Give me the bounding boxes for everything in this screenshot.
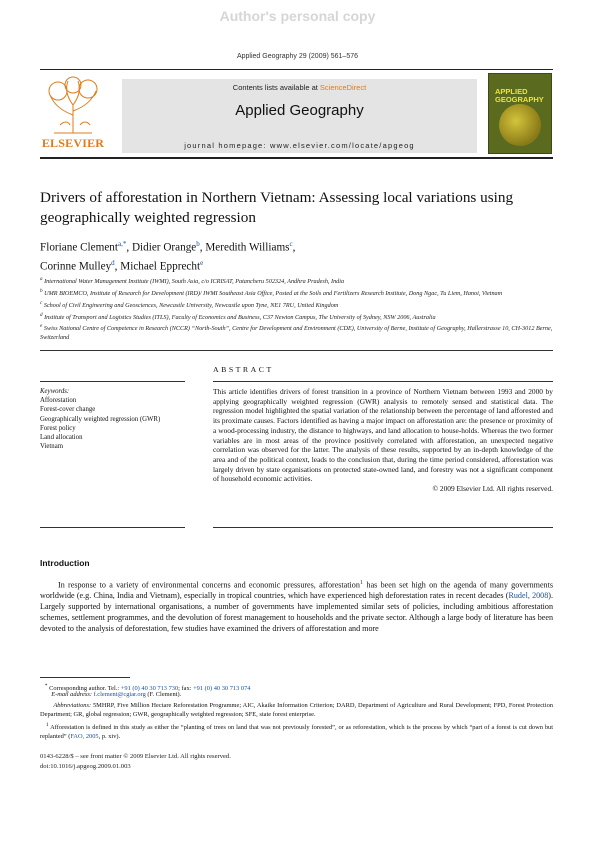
keyword-item: Forest policy bbox=[40, 424, 76, 432]
author-name[interactable]: Didier Orange bbox=[131, 241, 197, 254]
affiliation-mark: a bbox=[40, 276, 43, 282]
contents-prefix: Contents lists available at bbox=[232, 83, 320, 92]
keyword-item: Forest-cover change bbox=[40, 406, 96, 414]
email-label: E-mail address: bbox=[51, 691, 94, 698]
article-title: Drivers of afforestation in Northern Vietnam: Assessing local variations using geographically weighted regression bbox=[40, 189, 514, 226]
cover-globe-graphic bbox=[499, 104, 541, 146]
footnote-text: , p. xiv). bbox=[98, 732, 121, 740]
masthead-divider bbox=[40, 157, 553, 159]
introduction-paragraph bbox=[40, 578, 553, 634]
abstract-body bbox=[213, 387, 553, 494]
keywords-block bbox=[40, 387, 190, 451]
intro-text: ). Largely supported by international organisations, a number of governments have implemented similar sets of policies, including ambitious afforestation schemes, settlement programmes, and the devolution of forest management to households and the private sector. Although a large body of literature has been devoted to the analysis of deforestation, few studies have examined the drivers of afforestation and more bbox=[40, 591, 553, 633]
abstract-copyright: © 2009 Elsevier Ltd. All rights reserved. bbox=[432, 484, 553, 494]
keywords-title: Keywords: bbox=[40, 388, 70, 395]
keyword-item: Geographically weighted regression (GWR) bbox=[40, 415, 161, 423]
cover-title-line1: APPLIED bbox=[495, 87, 528, 96]
journal-cover-thumbnail[interactable] bbox=[488, 73, 552, 154]
watermark: Author's personal copy bbox=[219, 8, 376, 24]
abstract-bottom-rule bbox=[213, 527, 553, 528]
top-divider bbox=[40, 69, 553, 70]
email-link[interactable]: f.clement@cgiar.org bbox=[93, 691, 146, 698]
author-separator: , bbox=[114, 260, 121, 273]
journal-citation: Applied Geography 29 (2009) 561–576 bbox=[236, 53, 359, 60]
author-affiliation-mark[interactable]: e bbox=[200, 258, 204, 267]
doi-link[interactable]: doi:10.1016/j.apgeog.2009.01.003 bbox=[40, 762, 131, 770]
citation-link[interactable]: FAO, 2005 bbox=[70, 732, 99, 740]
abstract-heading: ABSTRACT bbox=[213, 365, 274, 374]
author-name[interactable]: Meredith Williams bbox=[205, 241, 290, 254]
author-separator: , bbox=[199, 241, 206, 254]
footnote-mark: * bbox=[44, 683, 48, 689]
journal-homepage-link[interactable]: journal homepage: www.elsevier.com/locate/apgeog bbox=[184, 141, 415, 150]
intro-text: In response to a variety of environmental concerns and economic pressures, afforestation bbox=[58, 580, 360, 590]
article-info-top-rule bbox=[40, 381, 185, 382]
affiliation-text: International Water Management Institute (IWMI), South Asia, c/o ICRISAT, Patancheru 502324, Andhra Pradesh, India bbox=[44, 278, 345, 286]
journal-name: Applied Geography bbox=[235, 102, 364, 119]
affiliation-text: Swiss National Centre of Competence in Research (NCCR) “North-South”, Centre for Development and Environment (CDE), University of Berne, Institute of Geography, Hallerstrasse 10, CH-3012 Berne, Switzerland bbox=[40, 325, 553, 341]
keyword-item: Afforestation bbox=[40, 397, 77, 405]
affiliation-divider bbox=[40, 350, 553, 351]
author-list bbox=[40, 237, 555, 274]
tree-icon bbox=[40, 75, 106, 137]
footnote-ref[interactable]: 1 bbox=[359, 579, 364, 586]
issn-line: 0143-6228/$ – see front matter © 2009 Elsevier Ltd. All rights reserved. bbox=[40, 753, 231, 760]
author-separator: , bbox=[126, 241, 132, 254]
footnote-divider bbox=[40, 677, 130, 678]
cover-title-line2: GEOGRAPHY bbox=[495, 95, 544, 104]
elsevier-logo[interactable] bbox=[40, 75, 106, 151]
footnote-text: Corresponding author. Tel.: bbox=[49, 685, 121, 693]
keyword-item: Vietnam bbox=[40, 443, 63, 451]
front-matter-info bbox=[40, 752, 231, 771]
footnote-text: ; fax: bbox=[178, 685, 194, 693]
citation-link[interactable]: Rudel, 2008 bbox=[508, 591, 549, 601]
affiliation-item bbox=[40, 275, 555, 286]
journal-masthead bbox=[122, 79, 477, 153]
affiliation-item bbox=[40, 322, 555, 342]
abstract-top-rule bbox=[213, 381, 553, 382]
keyword-item: Land allocation bbox=[40, 434, 83, 442]
abbreviations-note bbox=[40, 702, 553, 719]
footnote-text: (F. Clement). bbox=[145, 691, 182, 698]
affiliation-item bbox=[40, 311, 555, 322]
elsevier-wordmark: ELSEVIER bbox=[41, 136, 105, 150]
email-note bbox=[40, 691, 553, 700]
footnote-1 bbox=[40, 721, 553, 741]
footnote-text: Afforestation is defined in this study as either the “planting of trees on land that was not previously forested”, or as reforestation, which is the process by which “part of a forest is cut down but replanted” ( bbox=[40, 724, 554, 740]
sciencedirect-link[interactable]: ScienceDirect bbox=[319, 83, 367, 92]
affiliation-mark: b bbox=[40, 287, 43, 294]
cover-title bbox=[495, 88, 544, 104]
fax-link[interactable]: +91 (0) 40 30 713 074 bbox=[193, 685, 251, 693]
author-name[interactable]: Corinne Mulley bbox=[40, 260, 112, 273]
affiliation-item bbox=[40, 299, 555, 310]
introduction-heading: Introduction bbox=[40, 558, 90, 568]
author-affiliation-mark[interactable]: c bbox=[289, 240, 293, 248]
author-name[interactable]: Floriane Clement bbox=[40, 241, 118, 254]
affiliation-text: Institute of Transport and Logistics Studies (ITLS), Faculty of Economics and Business, C37 Newton Campus, The University of Sydney, NSW 2006, Australia bbox=[44, 313, 436, 321]
intro-text: has been set high on the agenda of many governments worldwide (e.g. China, India and Vietnam), especially in tropical countries, which have experienced high deforestation rates in recent decades ( bbox=[40, 580, 553, 601]
abbreviations-text: 5MHRP, Five Million Hectare Reforestation Programme; AIC, Akaike Information Criterion; DARD, Department of Agriculture and Rural Development; FPD, Forest Protection Department; GR, global regression; GWR, geographically weighted regression; SFE, state forest enterprise. bbox=[40, 702, 553, 718]
affiliation-list bbox=[40, 275, 555, 343]
author-affiliation-mark[interactable]: a,* bbox=[118, 240, 127, 248]
footnote-mark: 1 bbox=[45, 722, 49, 728]
affiliation-mark: e bbox=[40, 323, 43, 330]
article-info-bottom-rule bbox=[40, 527, 185, 528]
affiliation-mark: d bbox=[40, 311, 43, 318]
contents-line bbox=[122, 83, 477, 92]
affiliation-mark: c bbox=[40, 299, 43, 306]
author-name[interactable]: Michael Epprecht bbox=[120, 260, 201, 273]
affiliation-text: UMR BIOEMCO, Institute of Research for Development (IRD)/ IWMI Southeast Asia Office, Posted at the Soils and Fertilizers Research Institute, Dong Ngac, Tu Liem, Hanoi, Vietnam bbox=[44, 289, 503, 297]
affiliation-item bbox=[40, 287, 555, 298]
abstract-text: This article identifies drivers of forest transition in a province of Northern Vietnam between 1993 and 2000 by applying geographically weighted regression (GWR) analysis to remotely sensed and statistical data. The regression model highlighted the spatial variation of the relationship between the percentage of land afforested and its proximate causes. Factors identified as having a major impact on afforestation are: the presence or proximity of a wood-processing industry, the distance to highways, and land allocation to house-holds. Whereas the two former variables are in most areas of the province positively correlated with afforestation, an unexpected negative correlation was observed for the latter. The analysis of these results, supported by an in-depth knowledge of the area and of the political context, leads to the conclusion that, during the time period considered, afforestation was largely driven by state organisations on protected state-owned land, and forestry was not a significant component of household economic activities. bbox=[213, 387, 553, 484]
telephone-link[interactable]: +91 (0) 40 30 713 730 bbox=[120, 685, 179, 693]
author-affiliation-mark[interactable]: d bbox=[111, 258, 115, 267]
affiliation-text: School of Civil Engineering and Geosciences, Newcastle University, Newcastle upon Tyne, NE1 7RU, United Kingdom bbox=[43, 301, 339, 309]
abbreviations-label: Abbreviations: bbox=[53, 702, 92, 709]
author-affiliation-mark[interactable]: b bbox=[196, 240, 200, 248]
author-separator: , bbox=[292, 241, 296, 254]
